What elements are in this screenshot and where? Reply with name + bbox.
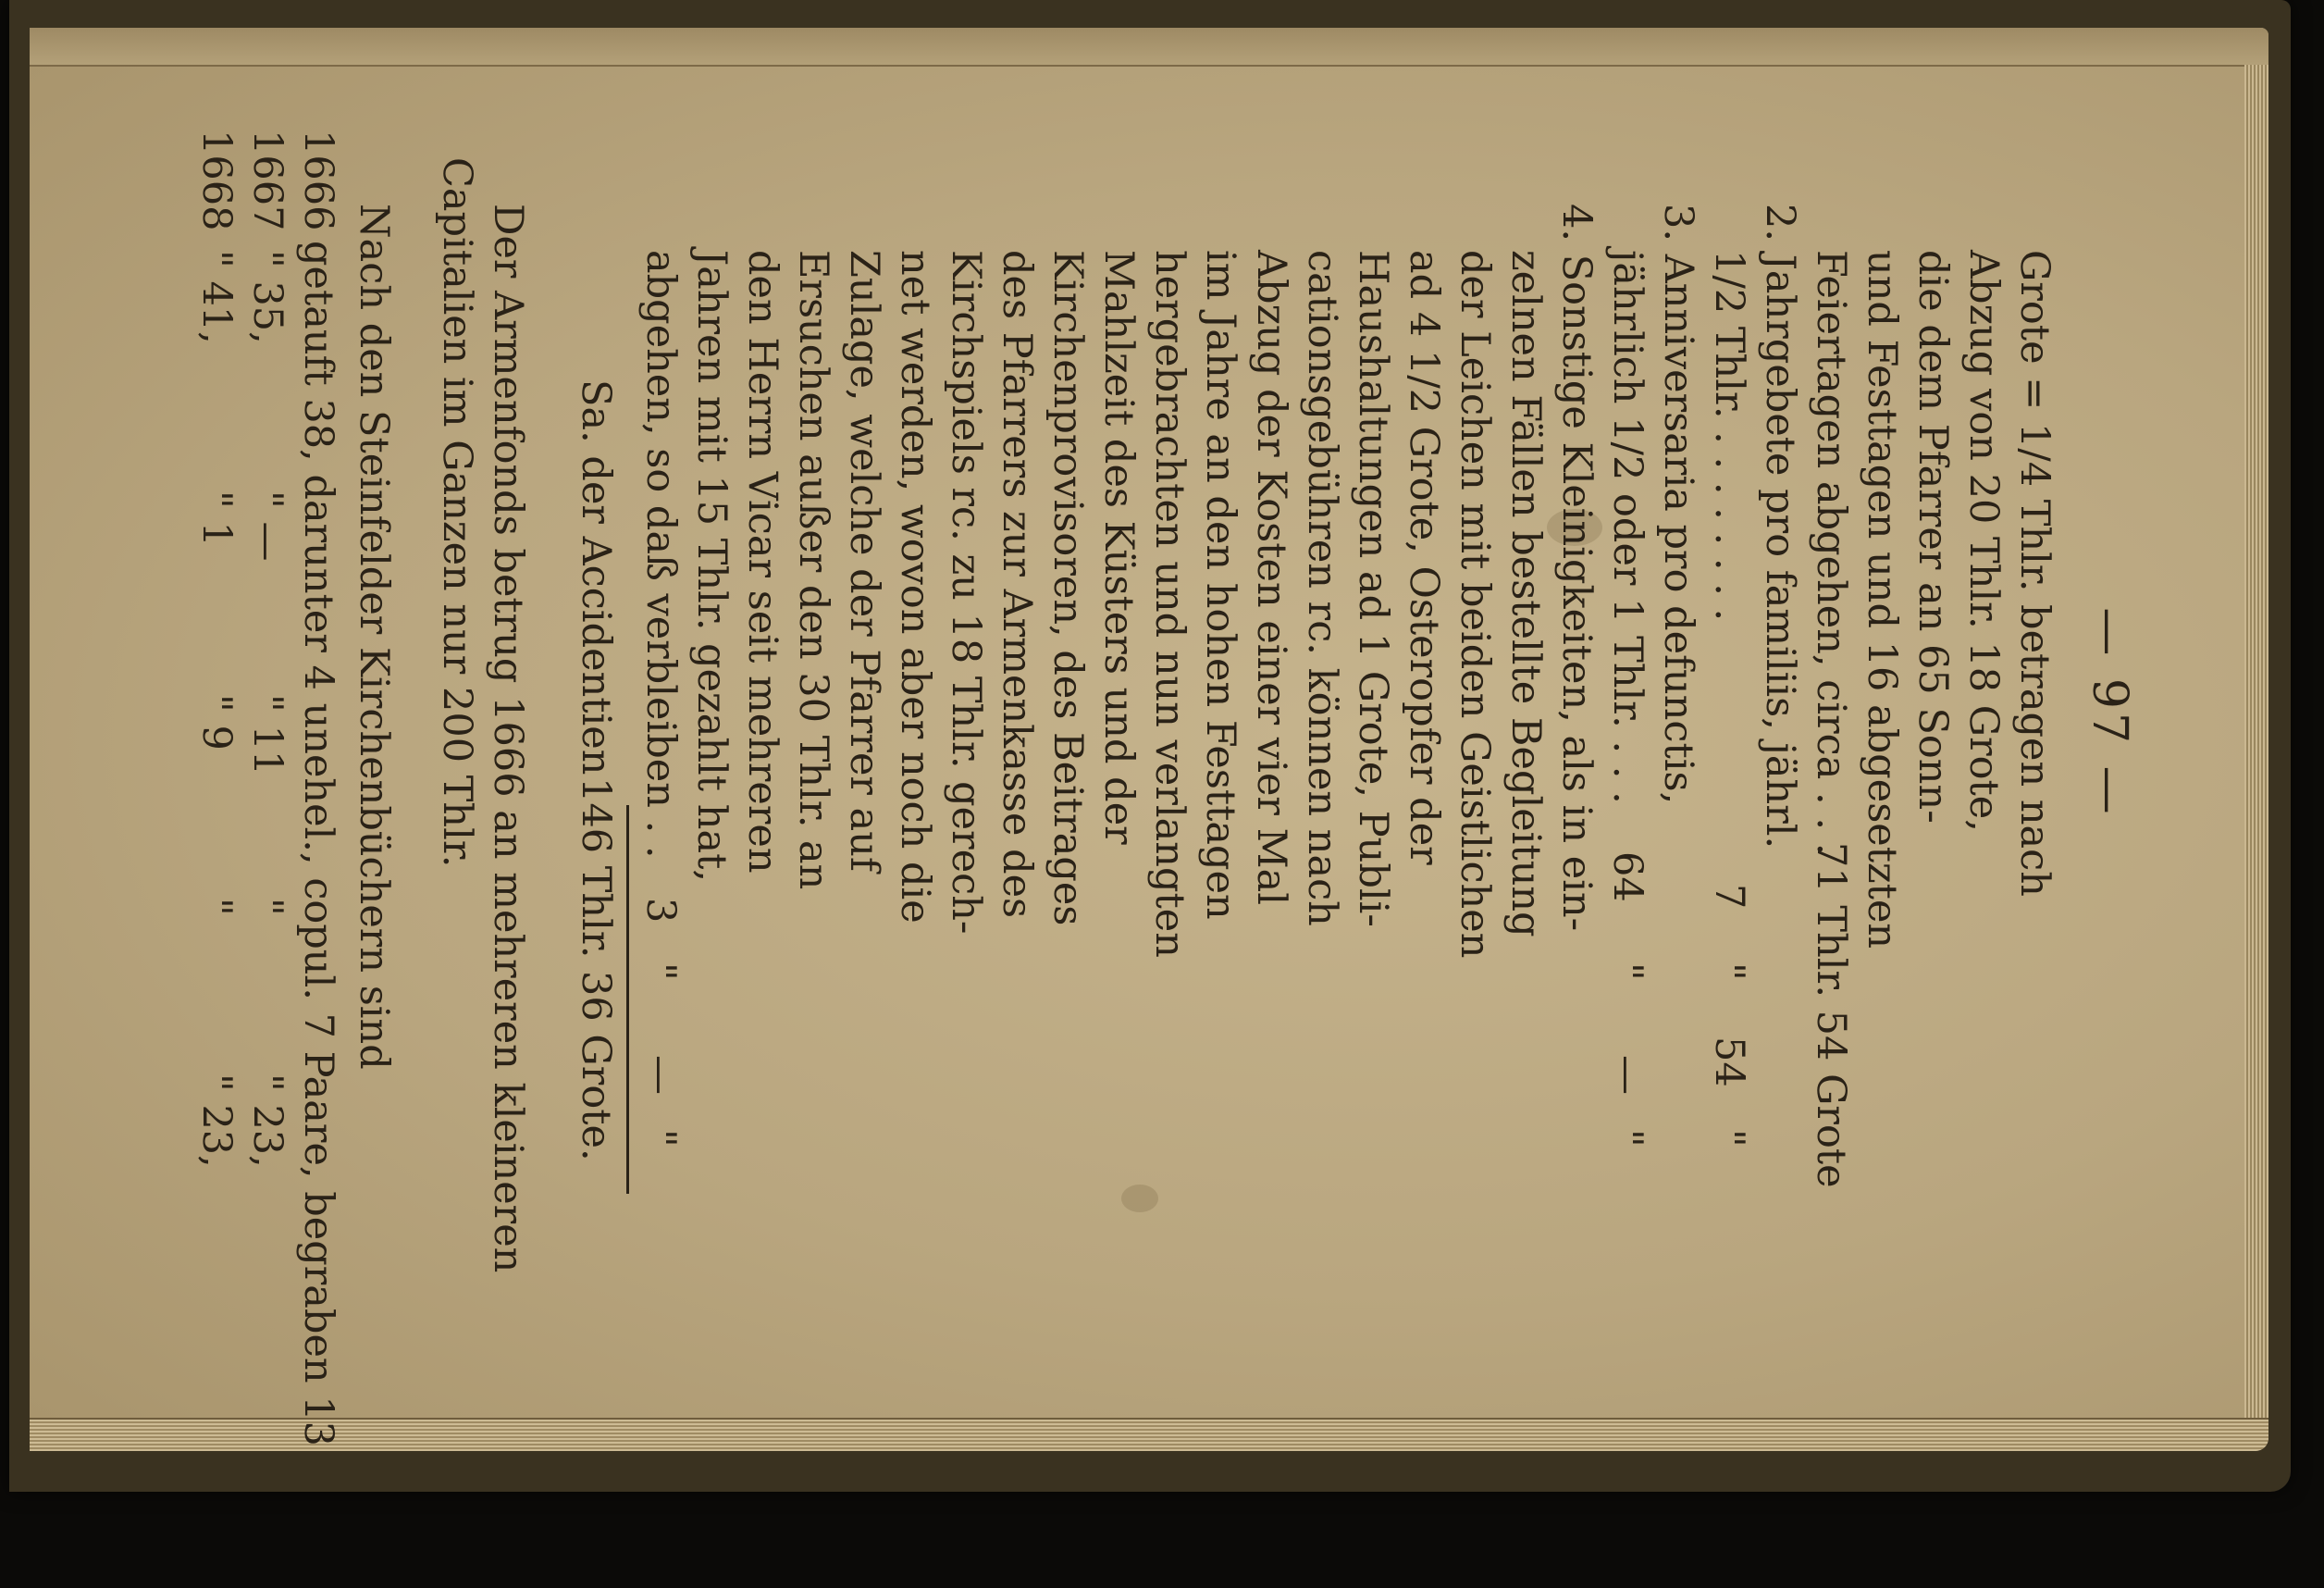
ditto-mark: "	[193, 898, 240, 916]
ditto-mark: "	[1706, 1129, 1752, 1148]
record-baptisms: " 41,	[193, 250, 240, 344]
paragraph-line: Der Armenfonds betrug 1666 an mehreren kleineren	[485, 204, 531, 1273]
text-line: die dem Pfarrer an 65 Sonn-	[1910, 250, 1956, 824]
text-line: Mahlzeit des Küsters und der	[1095, 250, 1142, 845]
text-line: 1/2 Thlr. . . . . . . . .	[1706, 250, 1752, 622]
total-label: Sa. der Accidentien	[573, 379, 619, 775]
text-line: hergebrachten und nun verlangten	[1146, 250, 1193, 958]
rotated-text-block	[65, 102, 2165, 1446]
record-year: 1668	[193, 130, 240, 231]
page-edge-bottom	[30, 1418, 2268, 1451]
paragraph-line: Nach den Steinfelder Kirchenbüchern sind	[351, 204, 397, 1070]
text-line: net werden, wovon aber noch die	[892, 250, 938, 924]
record-text: getauft 38, darunter 4 unehel., copul. 7 Paare, begraben 13	[295, 241, 341, 1446]
text-line: Abzug von 20 Thlr. 18 Grote,	[1960, 250, 2007, 832]
ditto-mark: "	[244, 898, 290, 916]
ditto-mark: "	[637, 1129, 684, 1148]
amount-item-2: 7	[1706, 884, 1752, 910]
dash-mark: —	[637, 1055, 684, 1095]
page-fold	[30, 28, 2268, 67]
text-line: 3. Anniversaria pro defunctis,	[1655, 204, 1701, 805]
text-line: jährlich 1/2 oder 1 Thlr. . . .	[1604, 250, 1650, 804]
record-year: 1666	[295, 130, 341, 231]
amount-item-3: 64	[1604, 851, 1650, 902]
total-value: 146 Thlr. 36 Grote.	[573, 777, 619, 1161]
text-line: Kirchspiels rc. zu 18 Thlr. gerech-	[943, 250, 989, 935]
ditto-mark: "	[1604, 1129, 1650, 1148]
record-year: 1667	[244, 130, 290, 231]
text-line: abgehen, so daß verbleiben . .	[637, 250, 684, 859]
paragraph-line: Capitalien im Ganzen nur 200 Thlr.	[434, 157, 480, 868]
record-baptisms: " 35,	[244, 250, 290, 344]
text-line: der Leichen mit beiden Geistlichen	[1452, 250, 1498, 959]
text-line: Zulage, welche der Pfarrer auf	[841, 250, 887, 872]
text-line: 2. Jahrgebete pro familiis, jährl.	[1757, 204, 1803, 850]
record-illegitimate: " 1	[193, 490, 240, 547]
record-burials: " 23,	[244, 1073, 290, 1168]
ditto-mark: "	[1604, 962, 1650, 981]
text-line: ad 4 1/2 Grote, Osteropfer der	[1401, 250, 1447, 865]
ditto-mark: "	[1706, 962, 1752, 981]
text-line: Feiertagen abgehen, circa . . .	[1808, 250, 1854, 856]
record-marriages: " 9	[193, 694, 240, 751]
sum-rule	[626, 805, 629, 1194]
amount-item-4: 3	[637, 898, 684, 924]
amount-item-1: 71 Thlr. 54 Grote	[1808, 842, 1854, 1188]
text-line: cationsgebühren rc. können nach	[1299, 250, 1345, 926]
amount-item-2-grote: 54	[1706, 1036, 1752, 1087]
text-line: den Herrn Vicar seit mehreren	[739, 250, 785, 874]
ditto-mark: "	[637, 962, 684, 981]
text-line: 4. Sonstige Kleinigkeiten, als in ein-	[1553, 204, 1600, 932]
dash-mark: —	[1604, 1055, 1650, 1095]
text-line: Ersuchen außer den 30 Thlr. an	[790, 250, 836, 890]
text-line: Jahren mit 15 Thlr. gezahlt hat,	[688, 250, 735, 883]
record-marriages: " 11	[244, 694, 290, 776]
record-illegitimate: " —	[244, 490, 290, 562]
record-burials: " 23,	[193, 1073, 240, 1168]
text-line: im Jahre an den hohen Festtagen	[1197, 250, 1243, 920]
text-line: Kirchenprovisoren, des Beitrages	[1045, 250, 1091, 926]
text-line: und Festtagen und 16 abgesetzten	[1859, 250, 1905, 949]
text-line: des Pfarrers zur Armenkasse des	[994, 250, 1040, 919]
page-edge-right	[2244, 65, 2268, 1420]
text-line: Haushaltungen ad 1 Grote, Publi-	[1350, 250, 1396, 927]
text-line: Abzug der Kosten einer vier Mal	[1248, 250, 1294, 906]
page-number: — 97 —	[2082, 607, 2137, 818]
text-line: Grote = 1/4 Thlr. betragen nach	[2011, 250, 2058, 897]
text-line: zelnen Fällen bestellte Begleitung	[1502, 250, 1549, 937]
